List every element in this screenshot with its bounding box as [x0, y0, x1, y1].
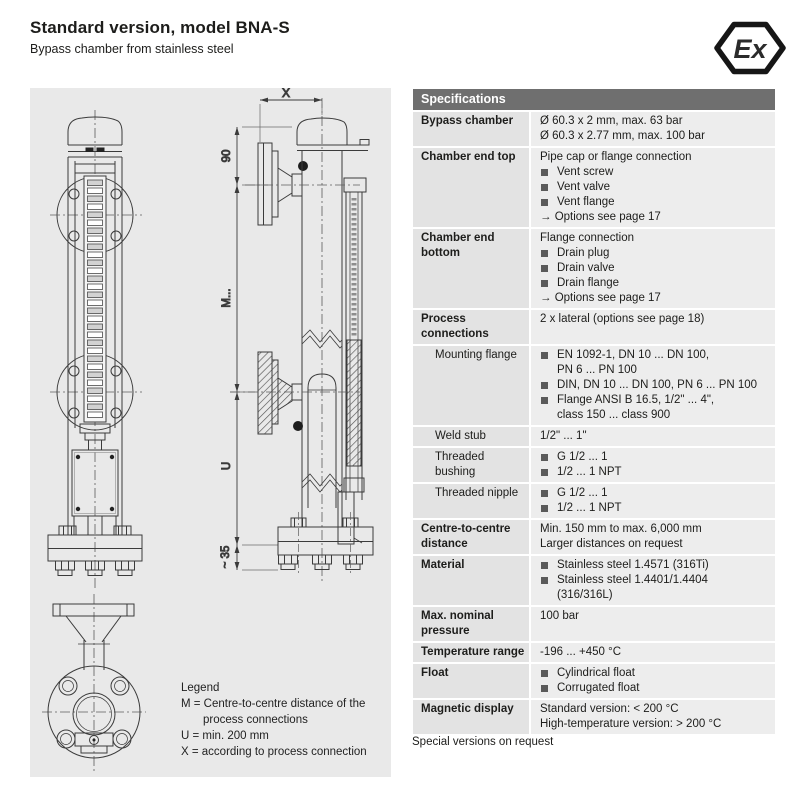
value-line — [540, 522, 771, 537]
value-text: Pipe cap or flange connection — [540, 151, 692, 163]
square-bullet-icon — [541, 454, 548, 461]
header — [30, 18, 290, 56]
specifications-header: Specifications — [413, 89, 775, 110]
row-label: Temperature range — [413, 643, 529, 662]
value-text: class 150 ... class 900 — [557, 409, 671, 421]
table-row — [413, 484, 775, 518]
table-row — [413, 229, 775, 308]
row-value — [531, 700, 775, 734]
value-text: G 1/2 ... 1 — [557, 487, 608, 499]
square-bullet-icon — [541, 505, 548, 512]
table-row — [413, 700, 775, 734]
dimension-chain — [220, 127, 292, 570]
value-text: Vent screw — [557, 166, 614, 178]
value-line — [540, 348, 771, 363]
row-value — [531, 484, 775, 518]
row-value — [531, 310, 775, 344]
spec-table-rows — [413, 112, 775, 734]
row-value — [531, 556, 775, 605]
value-text: Ø 60.3 x 2.77 mm, max. 100 bar — [540, 130, 705, 142]
table-row — [413, 148, 775, 227]
row-label: Process connections — [413, 310, 529, 344]
square-bullet-icon — [541, 250, 548, 257]
square-bullet-icon — [541, 199, 548, 206]
dimension-x — [260, 88, 322, 142]
specifications-table — [413, 89, 775, 734]
value-line — [540, 210, 771, 225]
side-bottom-flange — [278, 512, 373, 576]
technical-drawing-panel — [30, 88, 391, 777]
value-line — [540, 129, 771, 144]
value-text: 100 bar — [540, 610, 580, 622]
ex-logo-text: Ex — [733, 34, 767, 64]
value-line — [540, 231, 771, 246]
dim-m-label: M... — [221, 288, 233, 308]
value-text: 1/2 ... 1 NPT — [557, 502, 622, 514]
row-value — [531, 664, 775, 698]
value-text: Flange ANSI B 16.5, 1/2" ... 4", — [557, 394, 715, 406]
value-text: EN 1092-1, DN 10 ... DN 100, — [557, 349, 710, 361]
value-text: -196 ... +450 °C — [540, 646, 621, 658]
dim-90-label: 90 — [221, 149, 233, 163]
value-text: Drain plug — [557, 247, 610, 259]
clamp-knob — [298, 161, 308, 171]
technical-drawing — [30, 88, 391, 777]
value-line — [540, 276, 771, 291]
row-label: Chamber end top — [413, 148, 529, 227]
value-line — [540, 408, 771, 423]
square-bullet-icon — [541, 562, 548, 569]
square-bullet-icon — [541, 352, 548, 359]
row-label: Float — [413, 664, 529, 698]
value-line — [540, 588, 771, 603]
value-line — [540, 537, 771, 552]
row-value — [531, 148, 775, 227]
value-line — [540, 573, 771, 588]
row-value — [531, 643, 775, 662]
row-label: Mounting flange — [413, 346, 529, 425]
value-text: Stainless steel 1.4571 (316Ti) — [557, 559, 709, 571]
row-label: Weld stub — [413, 427, 529, 446]
row-label: Bypass chamber — [413, 112, 529, 146]
value-line — [540, 180, 771, 195]
row-label: Material — [413, 556, 529, 605]
value-line — [540, 195, 771, 210]
row-value — [531, 346, 775, 425]
square-bullet-icon — [541, 469, 548, 476]
table-row — [413, 310, 775, 344]
page-title: Standard version, model BNA-S — [30, 18, 290, 37]
dim-35-label: ~ 35 — [220, 545, 232, 569]
table-row — [413, 643, 775, 662]
value-text: Flange connection — [540, 232, 634, 244]
row-label: Threaded bushing — [413, 448, 529, 482]
value-line — [540, 486, 771, 501]
value-text: 1/2" ... 1" — [540, 430, 587, 442]
value-text: Vent flange — [557, 196, 615, 208]
vent-screw — [86, 148, 94, 153]
value-line — [540, 378, 771, 393]
front-view — [48, 110, 142, 588]
lower-process-flange-section — [230, 352, 360, 434]
table-row — [413, 427, 775, 446]
value-text: G 1/2 ... 1 — [557, 451, 608, 463]
value-text: High-temperature version: > 200 °C — [540, 718, 722, 730]
value-text: Ø 60.3 x 2 mm, max. 63 bar — [540, 115, 683, 127]
value-line — [540, 429, 771, 444]
square-bullet-icon — [541, 397, 548, 404]
square-bullet-icon — [541, 184, 548, 191]
value-text: Min. 150 mm to max. 6,000 mm — [540, 523, 702, 535]
value-line — [540, 312, 771, 327]
page-subtitle: Bypass chamber from stainless steel — [30, 42, 234, 56]
table-row — [413, 607, 775, 641]
value-text: Drain valve — [557, 262, 615, 274]
dim-x-label: X — [281, 88, 291, 100]
value-text: → Options see page 17 — [540, 211, 661, 223]
value-line — [540, 261, 771, 276]
value-line — [540, 645, 771, 660]
legend-line-x: X = according to process connection — [181, 746, 367, 758]
side-view — [220, 88, 373, 582]
value-text: Standard version: < 200 °C — [540, 703, 679, 715]
row-label: Threaded nipple — [413, 484, 529, 518]
value-text: 1/2 ... 1 NPT — [557, 466, 622, 478]
row-label: Chamber end bottom — [413, 229, 529, 308]
value-line — [540, 393, 771, 408]
value-line — [540, 450, 771, 465]
value-line — [540, 558, 771, 573]
table-row — [413, 520, 775, 554]
square-bullet-icon — [541, 670, 548, 677]
square-bullet-icon — [541, 490, 548, 497]
square-bullet-icon — [541, 382, 548, 389]
value-line — [540, 246, 771, 261]
square-bullet-icon — [541, 169, 548, 176]
table-row — [413, 346, 775, 425]
value-text: DIN, DN 10 ... DN 100, PN 6 ... PN 100 — [557, 379, 758, 391]
square-bullet-icon — [541, 685, 548, 692]
row-value — [531, 520, 775, 554]
top-view — [42, 594, 146, 772]
value-text: (316/316L) — [557, 589, 613, 601]
value-text: Drain flange — [557, 277, 620, 289]
legend-line-u: U = min. 200 mm — [181, 730, 269, 742]
row-label: Centre-to-centre distance — [413, 520, 529, 554]
value-text: PN 6 ... PN 100 — [557, 364, 637, 376]
table-row — [413, 664, 775, 698]
dim-u-label: U — [221, 461, 233, 471]
value-text: 2 x lateral (options see page 18) — [540, 313, 705, 325]
value-line — [540, 465, 771, 480]
value-line — [540, 609, 771, 624]
atex-ex-icon — [714, 20, 786, 76]
table-row — [413, 448, 775, 482]
legend-line-m2: process connections — [203, 714, 308, 726]
value-line — [540, 165, 771, 180]
footer-note: Special versions on request — [412, 736, 554, 748]
square-bullet-icon — [541, 577, 548, 584]
row-value — [531, 427, 775, 446]
value-line — [540, 150, 771, 165]
value-text: Stainless steel 1.4401/1.4404 — [557, 574, 708, 586]
value-text: Cylindrical float — [557, 667, 635, 679]
legend-title: Legend — [181, 682, 220, 694]
row-value — [531, 229, 775, 308]
row-value — [531, 448, 775, 482]
legend — [181, 680, 367, 760]
value-line — [540, 363, 771, 378]
value-line — [540, 717, 771, 732]
table-row — [413, 112, 775, 146]
row-label: Max. nominal pressure — [413, 607, 529, 641]
row-value — [531, 112, 775, 146]
square-bullet-icon — [541, 265, 548, 272]
row-value — [531, 607, 775, 641]
value-text: Vent valve — [557, 181, 611, 193]
value-text: Larger distances on request — [540, 538, 683, 550]
value-line — [540, 114, 771, 129]
value-line — [540, 702, 771, 717]
value-line — [540, 291, 771, 306]
value-text: → Options see page 17 — [540, 292, 661, 304]
value-text: Corrugated float — [557, 682, 640, 694]
row-label: Magnetic display — [413, 700, 529, 734]
table-row — [413, 556, 775, 605]
legend-line-m: M = Centre-to-centre distance of the — [181, 698, 366, 710]
value-line — [540, 666, 771, 681]
square-bullet-icon — [541, 280, 548, 287]
value-line — [540, 501, 771, 516]
value-line — [540, 681, 771, 696]
